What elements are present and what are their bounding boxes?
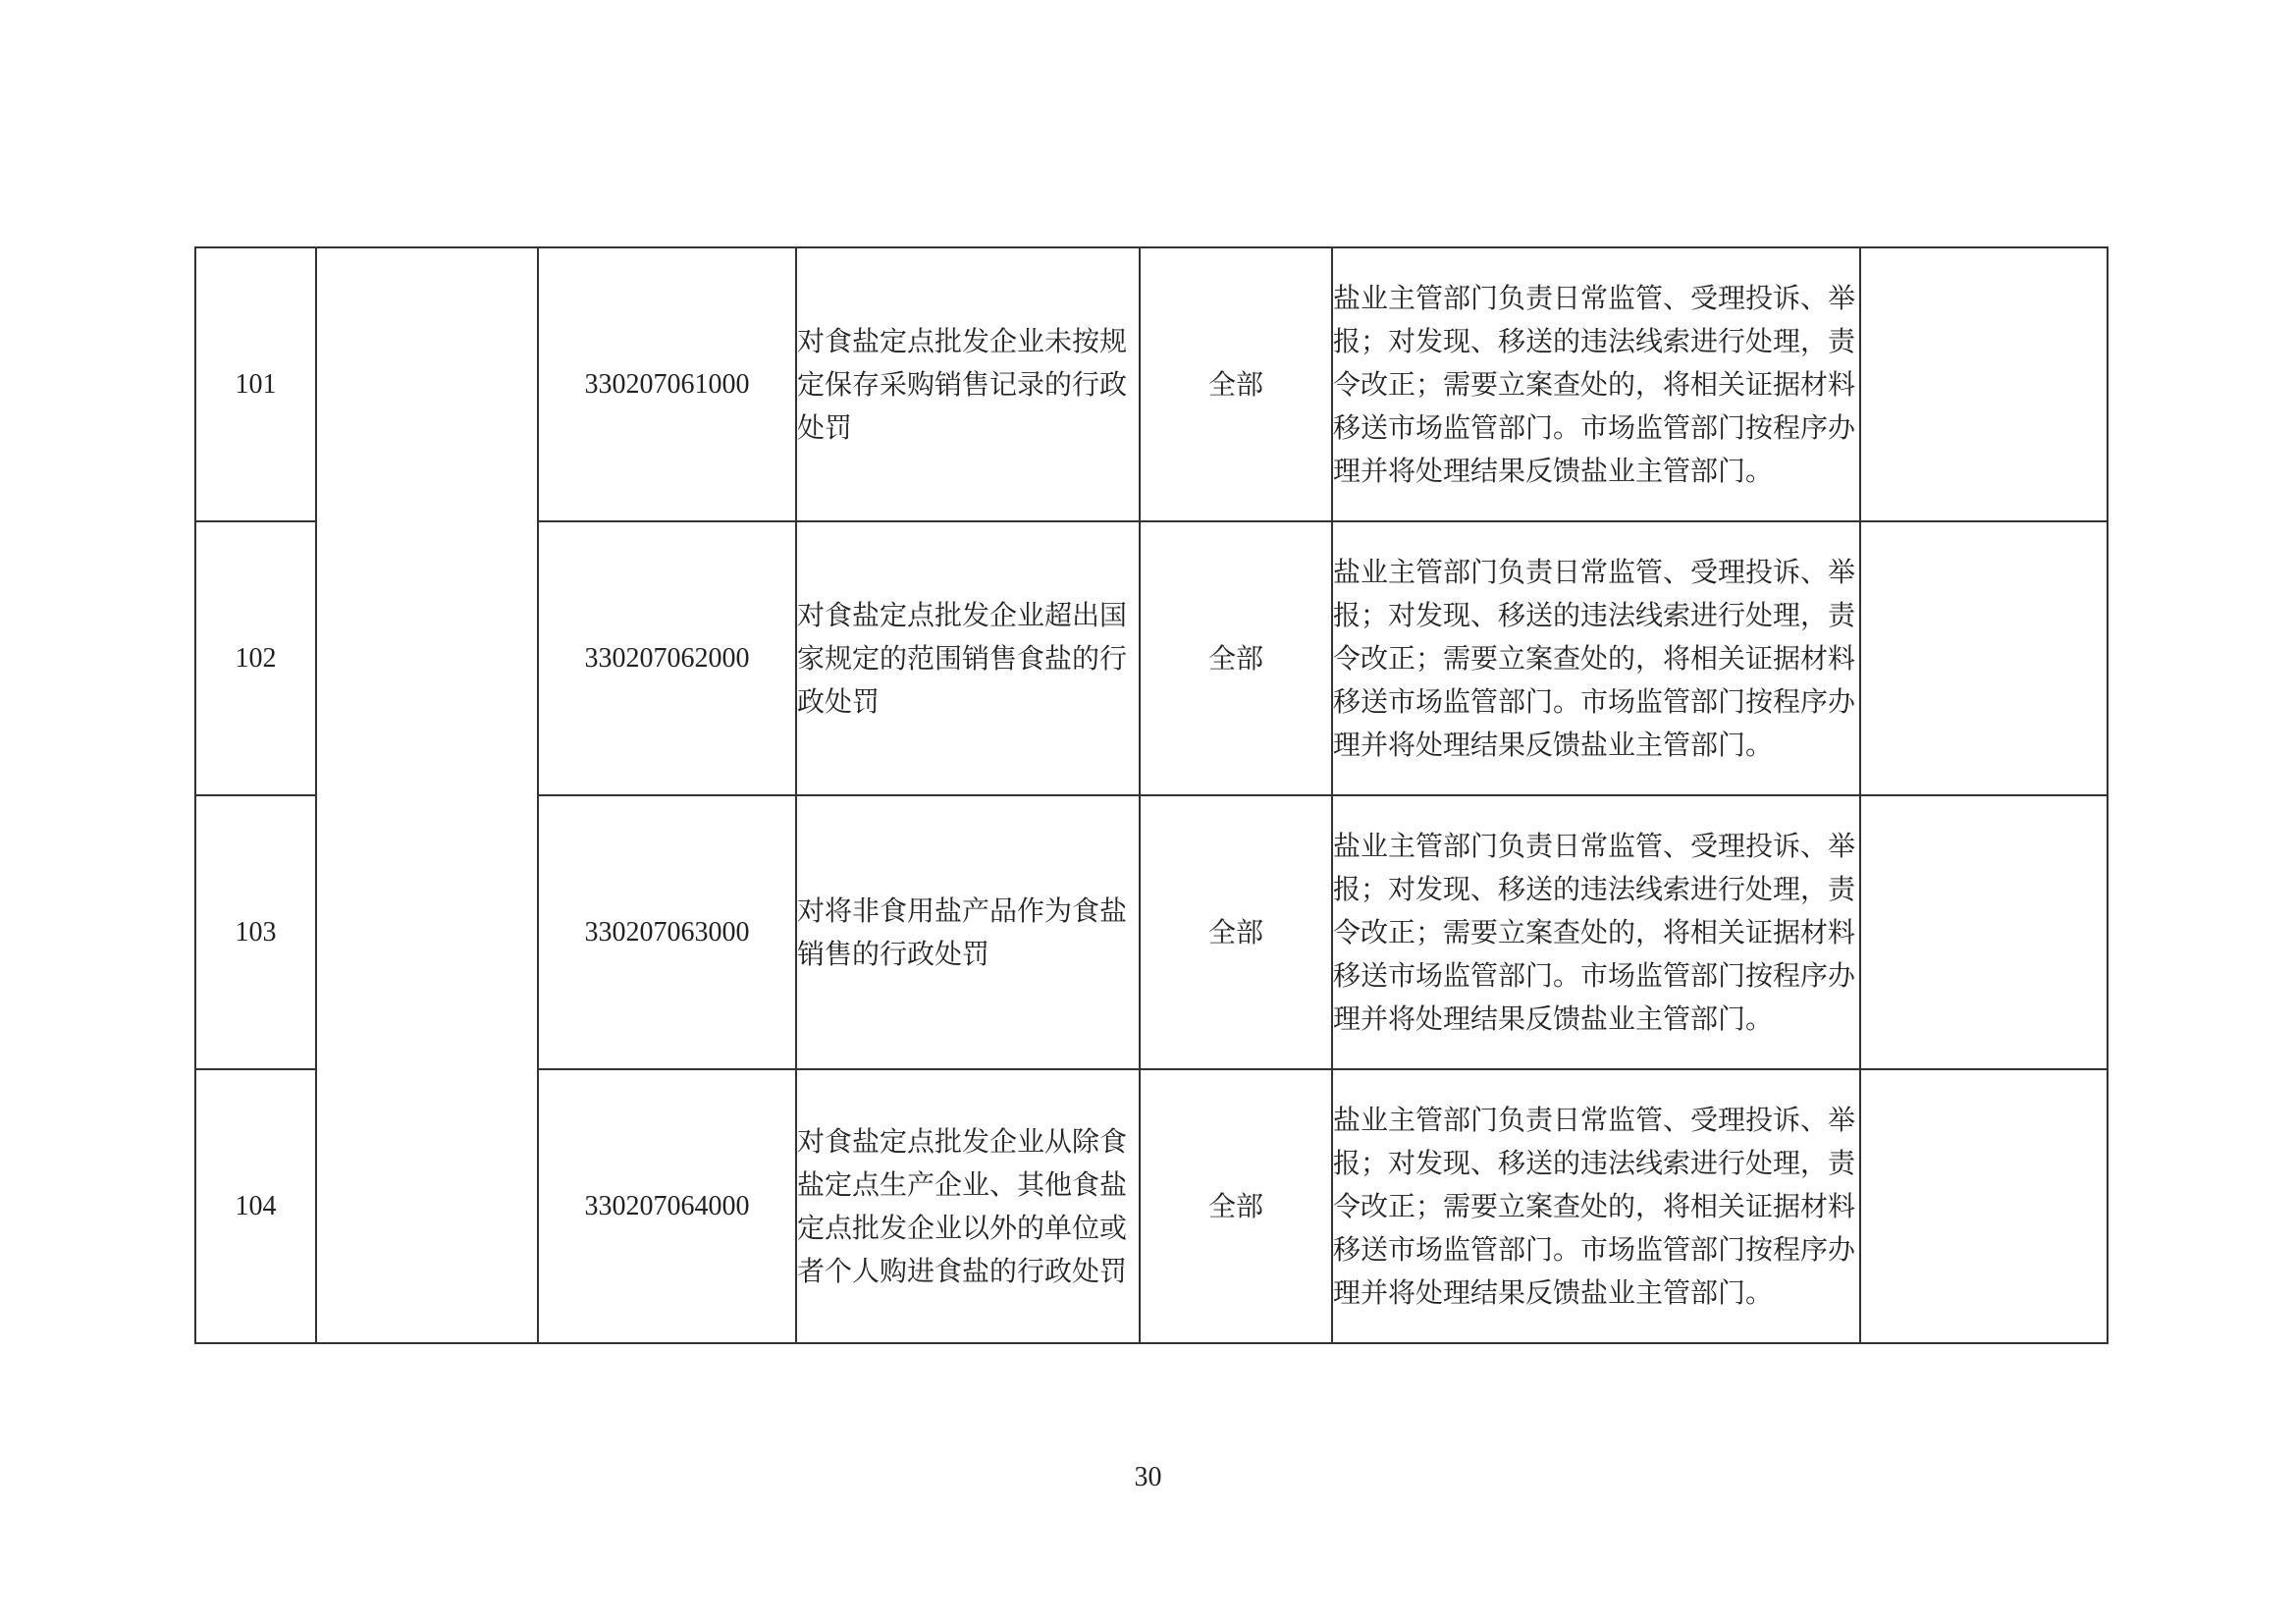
row-description-cell: 盐业主管部门负责日常监管、受理投诉、举报；对发现、移送的违法线索进行处理，责令改正；需要立案查处的，将相关证据材料移送市场监管部门。市场监管部门按程序办理并将处理结果反馈盐业主管部门。 <box>1332 795 1860 1069</box>
row-seq-cell: 101 <box>195 247 316 521</box>
row-name-cell: 对将非食用盐产品作为食盐销售的行政处罚 <box>796 795 1140 1069</box>
row-seq-cell: 104 <box>195 1069 316 1343</box>
row-scope-cell: 全部 <box>1140 521 1332 795</box>
table-row <box>195 247 2108 521</box>
page-number: 30 <box>1134 1462 1162 1492</box>
row-scope-cell: 全部 <box>1140 795 1332 1069</box>
row-note-cell <box>1860 247 2108 521</box>
row-description-cell: 盐业主管部门负责日常监管、受理投诉、举报；对发现、移送的违法线索进行处理，责令改正；需要立案查处的，将相关证据材料移送市场监管部门。市场监管部门按程序办理并将处理结果反馈盐业主管部门。 <box>1332 1069 1860 1343</box>
row-name-cell: 对食盐定点批发企业从除食盐定点生产企业、其他食盐定点批发企业以外的单位或者个人购进食盐的行政处罚 <box>796 1069 1140 1343</box>
row-code-cell: 330207063000 <box>538 795 796 1069</box>
row-note-cell <box>1860 521 2108 795</box>
merged-department-cell <box>316 247 538 1343</box>
row-scope-cell: 全部 <box>1140 247 1332 521</box>
row-seq-cell: 102 <box>195 521 316 795</box>
row-name-cell: 对食盐定点批发企业超出国家规定的范围销售食盐的行政处罚 <box>796 521 1140 795</box>
row-note-cell <box>1860 795 2108 1069</box>
row-description-cell: 盐业主管部门负责日常监管、受理投诉、举报；对发现、移送的违法线索进行处理，责令改正；需要立案查处的，将相关证据材料移送市场监管部门。市场监管部门按程序办理并将处理结果反馈盐业主管部门。 <box>1332 247 1860 521</box>
row-code-cell: 330207064000 <box>538 1069 796 1343</box>
row-scope-cell: 全部 <box>1140 1069 1332 1343</box>
row-code-cell: 330207061000 <box>538 247 796 521</box>
enforcement-items-table <box>194 246 2109 1344</box>
row-description-cell: 盐业主管部门负责日常监管、受理投诉、举报；对发现、移送的违法线索进行处理，责令改正；需要立案查处的，将相关证据材料移送市场监管部门。市场监管部门按程序办理并将处理结果反馈盐业主管部门。 <box>1332 521 1860 795</box>
row-note-cell <box>1860 1069 2108 1343</box>
row-seq-cell: 103 <box>195 795 316 1069</box>
row-code-cell: 330207062000 <box>538 521 796 795</box>
row-name-cell: 对食盐定点批发企业未按规定保存采购销售记录的行政处罚 <box>796 247 1140 521</box>
